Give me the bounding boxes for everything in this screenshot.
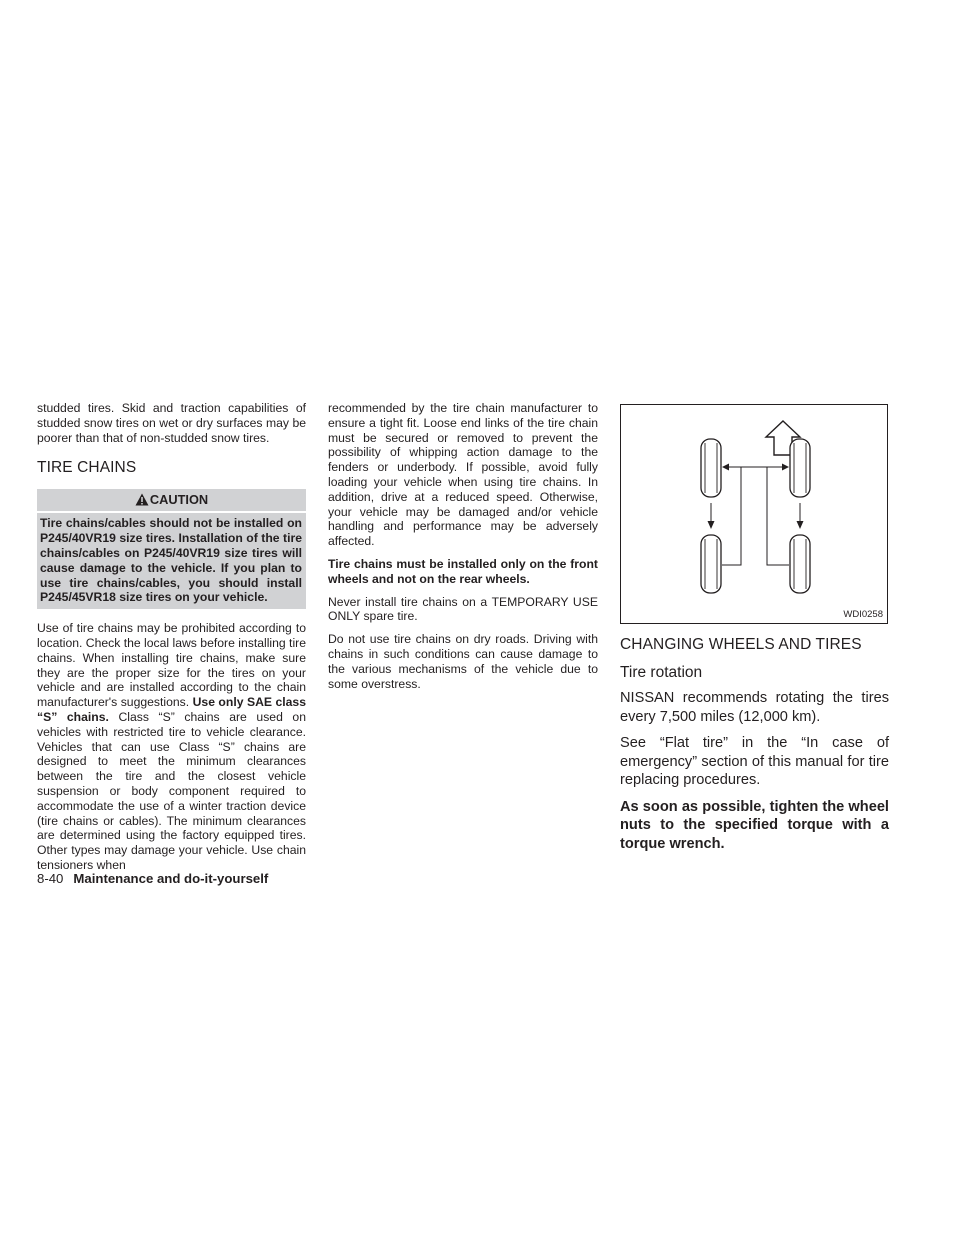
body-part-2: Class “S” chains are used on vehicles with restricted tire to vehicle clearance. Vehicles that can use Class “S” chains are designed to meet the minimum clearances between the tire and the closest vehicle suspension or body component required to accommodate the use of a winter traction device (tire chains or cables). The minimum clearances are determined using the factory equipped tires. Other types may damage your vehicle. Use chain tensioners when [37,709,306,872]
tire-icon [701,439,721,497]
column-left [37,401,306,881]
spare-tire-note: Never install tire chains on a TEMPORARY USE ONLY spare tire. [328,594,598,624]
column-middle [328,401,598,699]
intro-paragraph: studded tires. Skid and traction capabilities of studded snow tires on wet or dry surfaces may be poorer than that of non-studded snow tires. [37,401,306,445]
rotation-arrow-icon [711,467,800,565]
dry-roads-note: Do not use tire chains on dry roads. Driving with chains in such conditions can cause damage to the various mechanisms of the vehicle due to some overstress. [328,632,598,691]
warning-icon [135,493,149,506]
caution-text: Tire chains/cables should not be installed on P245/40VR19 size tires. Installation of the tire chains/cables on P245/40VR19 size tires will cause damage to the vehicle. If you plan to use tire chains/cables, you should install P245/45VR18 size tires on your vehicle. [40,516,302,605]
flat-tire-reference: See “Flat tire” in the “In case of emergency” section of this manual for tire replacing procedures. [620,735,889,788]
front-wheels-warning: Tire chains must be installed only on the front wheels and not on the rear wheels. [328,556,598,586]
wheel-nuts-warning: As soon as possible, tighten the wheel nuts to the specified torque with a torque wrench. [620,798,889,852]
caution-box [37,489,306,609]
tire-rotation-figure [620,404,888,624]
rotation-arrowheads [708,464,804,530]
page-number: 8-40 [37,871,64,886]
tire-chains-body [37,621,306,873]
figure-code: WDI0258 [843,609,883,620]
caution-header [37,489,306,513]
body-bold-part: Use only SAE class “S” chains. [37,695,306,724]
page-footer [37,871,268,886]
body-part-1: Use of tire chains may be prohibited according to location. Check the local laws before installing tire chains. When installing tire chains, make sure they are the proper size for the tires on your vehicle and are installed according to the chain manufacturer's suggestions. [37,621,306,710]
rotation-interval-paragraph: NISSAN recommends rotating the tires every 7,500 miles (12,000 km). [620,690,889,725]
tire-icon [790,535,810,593]
column-right [620,401,889,861]
tire-icon [701,535,721,593]
tire-rotation-subheading: Tire rotation [620,664,703,681]
caution-title: CAUTION [149,492,209,508]
tire-chains-heading: TIRE CHAINS [37,459,137,477]
chain-fit-paragraph: recommended by the tire chain manufacturer to ensure a tight fit. Loose end links of the tire chain must be secured or removed to prevent the possibility of whipping action damage to the fenders or underbody. If possible, avoid fully loading your vehicle when using tire chains. In addition, drive at a reduced speed. Otherwise, your vehicle may be damaged and/or vehicle handling and performance may be adversely affected. [328,401,598,549]
tire-rotation-diagram [621,405,889,625]
tire-icon [790,439,810,497]
changing-wheels-heading: CHANGING WHEELS AND TIRES [620,636,862,653]
section-title: Maintenance and do-it-yourself [73,871,269,886]
